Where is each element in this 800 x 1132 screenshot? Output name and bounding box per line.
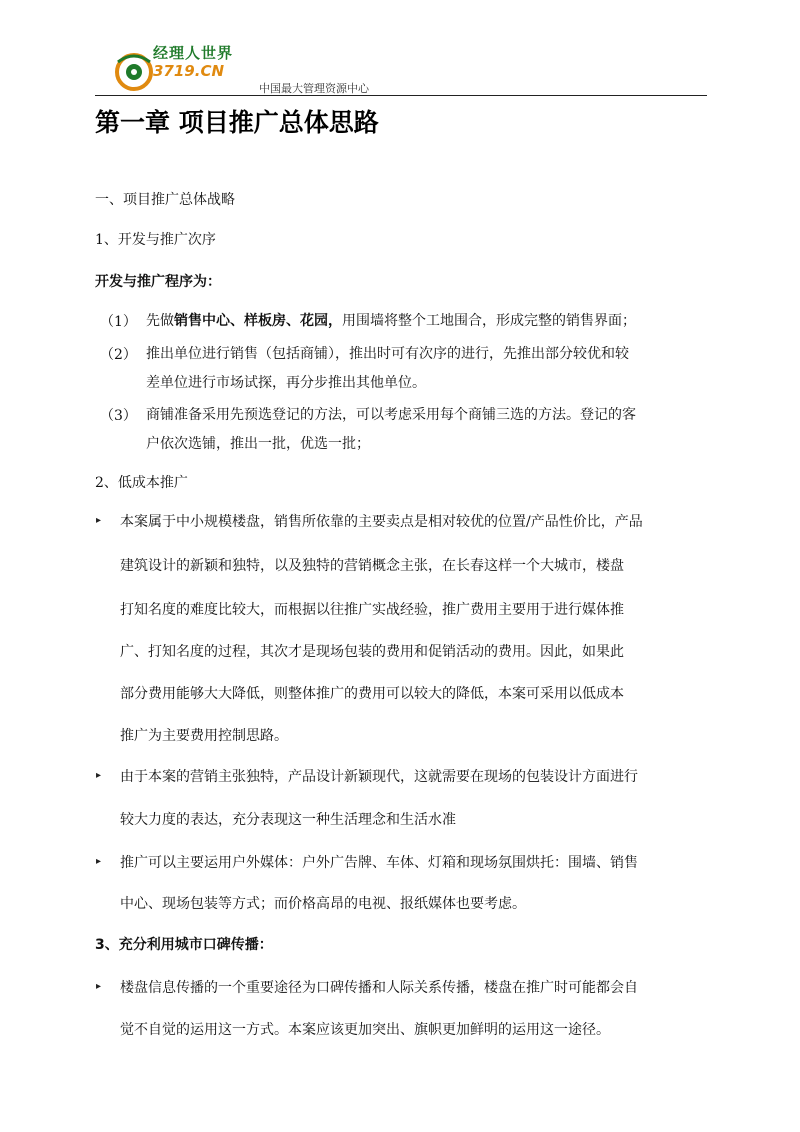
brand-name: 经理人世界 <box>153 44 234 62</box>
bullet-icon: ▸ <box>96 515 102 526</box>
item-emphasis: 销售中心、样板房、花园， <box>174 313 342 329</box>
subsection-heading-1: 1、开发与推广次序 <box>95 232 216 248</box>
list-item-line: 差单位进行市场试探，再分步推出其他单位。 <box>146 375 426 391</box>
subsection-heading-2: 2、低成本推广 <box>95 475 188 491</box>
subsection-heading-3: 3、充分利用城市口碑传播： <box>95 937 273 953</box>
bullet-icon: ▸ <box>96 981 102 992</box>
bullet-line: 部分费用能够大大降低，则整体推广的费用可以较大的降低，本案可采用以低成本 <box>120 686 624 702</box>
brand-logo-icon <box>112 48 156 92</box>
brand-url: 3719.CN <box>153 62 225 80</box>
chapter-title: 第一章 项目推广总体思路 <box>95 108 379 137</box>
bullet-line: 广、打知名度的过程，其次才是现场包装的费用和促销活动的费用。因此，如果此 <box>120 644 624 660</box>
bullet-line: 打知名度的难度比较大，而根据以往推广实战经验，推广费用主要用于进行媒体推 <box>120 602 624 618</box>
bullet-icon: ▸ <box>96 770 102 781</box>
header-tagline: 中国最大管理资源中心 <box>259 82 369 95</box>
bullet-line: 较大力度的表达，充分表现这一种生活理念和生活水准 <box>120 812 456 828</box>
list-item-line: 推出单位进行销售（包括商铺），推出时可有次序的进行，先推出部分较优和较 <box>146 346 629 362</box>
item-number: （3） <box>100 408 137 424</box>
bullet-line: 本案属于中小规模楼盘，销售所依靠的主要卖点是相对较优的位置/产品性价比，产品 <box>120 514 643 530</box>
header-divider <box>95 95 707 96</box>
list-item-line: 户依次选铺，推出一批，优选一批； <box>146 436 370 452</box>
item-text: 用围墙将整个工地围合，形成完整的销售界面； <box>342 313 636 329</box>
bullet-line: 楼盘信息传播的一个重要途径为口碑传播和人际关系传播，楼盘在推广时可能都会自 <box>120 980 638 996</box>
item-number: （1） <box>100 314 137 330</box>
page-header <box>95 38 707 96</box>
bullet-line: 建筑设计的新颖和独特，以及独特的营销概念主张，在长春这样一个大城市，楼盘 <box>120 558 624 574</box>
bullet-line: 中心、现场包装等方式；而价格高昂的电视、报纸媒体也要考虑。 <box>120 896 526 912</box>
bullet-line: 由于本案的营销主张独特，产品设计新颖现代，这就需要在现场的包装设计方面进行 <box>120 769 638 785</box>
item-number: （2） <box>100 347 137 363</box>
bullet-line: 觉不自觉的运用这一方式。本案应该更加突出、旗帜更加鲜明的运用这一途径。 <box>120 1022 610 1038</box>
bullet-icon: ▸ <box>96 856 102 867</box>
item-text: 先做 <box>146 313 174 329</box>
section-heading: 一、项目推广总体战略 <box>95 192 235 208</box>
bullet-line: 推广可以主要运用户外媒体：户外广告牌、车体、灯箱和现场氛围烘托：围墙、销售 <box>120 855 638 871</box>
program-title: 开发与推广程序为： <box>95 274 221 290</box>
list-item-line: 商铺准备采用先预选登记的方法，可以考虑采用每个商铺三选的方法。登记的客 <box>146 407 636 423</box>
bullet-line: 推广为主要费用控制思路。 <box>120 728 288 744</box>
list-item <box>146 311 636 331</box>
